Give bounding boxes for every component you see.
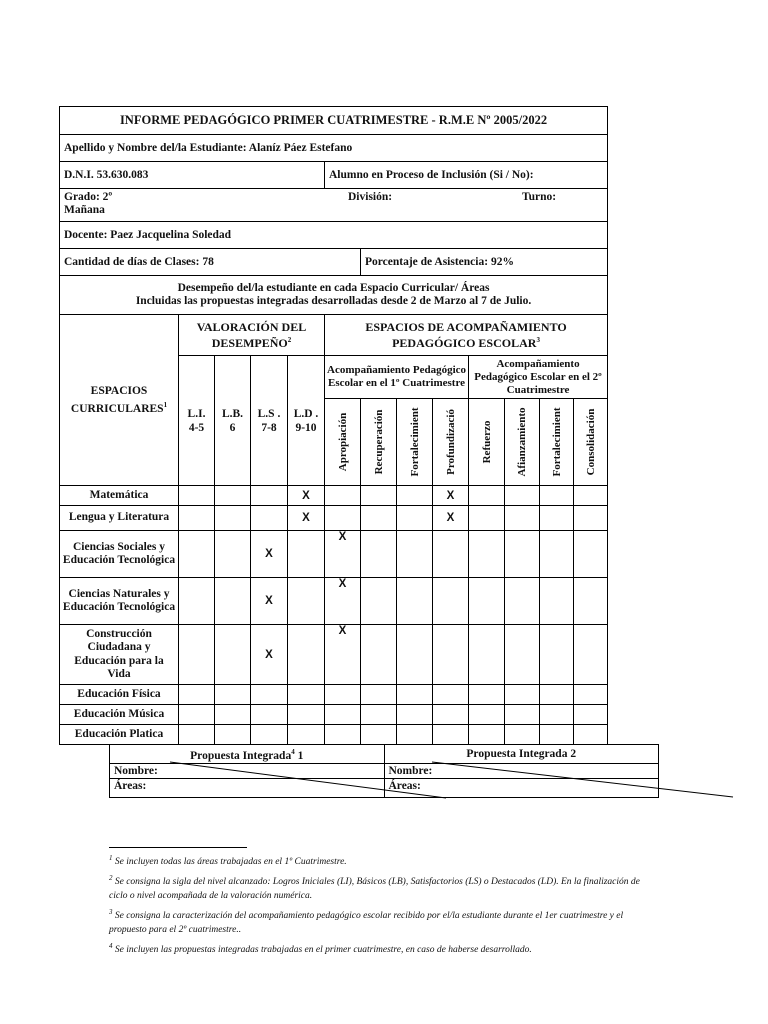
mark-cell: X <box>288 506 325 531</box>
mark-cell: X <box>433 486 469 506</box>
strike-line-1 <box>170 762 446 798</box>
level-lb: L.B. 6 <box>215 356 251 486</box>
dni: D.N.I. 53.630.083 <box>60 162 325 189</box>
mark-cell: X <box>251 625 288 685</box>
col-fortalecimiento-2: Fortalecimient <box>540 399 574 486</box>
mark-cell: X <box>251 531 288 578</box>
student-name: Apellido y Nombre del/la Estudiante: Alaníz Páez Estefano <box>60 135 608 162</box>
turno-value: Mañana <box>64 204 105 216</box>
subject-name: Educación Física <box>60 685 179 705</box>
docente: Docente: Paez Jacquelina Soledad <box>60 222 608 249</box>
mark-cell: X <box>325 625 361 685</box>
col-afianzamiento: Afianzamiento <box>505 399 540 486</box>
cuatrimestre-2-header: Acompañamiento Pedagógico Escolar en el 2º Cuatrimestre <box>469 356 608 399</box>
col-recuperacion: Recuperación <box>361 399 397 486</box>
mark-cell: X <box>288 486 325 506</box>
footnote-separator <box>109 847 247 848</box>
footnote: $^2$ Se consigna la sigla del nivel alcanzado: Logros Iniciales (LI), Básicos (LB), Satisfactorios (LS) o Destacados (LD). En la finalización de ciclo o nivel acompañada de la valoración numérica. <box>109 874 640 902</box>
valoracion-header: VALORACIÓN DEL DESEMPEÑO$^2$ <box>179 315 325 356</box>
footnote: $^1$ Se incluyen todas las áreas trabajadas en el 1º Cuatrimestre. <box>109 854 347 868</box>
mark-cell: X <box>325 578 361 625</box>
footnote: $^4$ Se incluyen las propuestas integradas trabajadas en el primer cuatrimestre, en caso de haberse desarrollado. <box>109 942 532 956</box>
report-title: INFORME PEDAGÓGICO PRIMER CUATRIMESTRE - R.M.E Nº 2005/2022 <box>60 107 608 135</box>
subject-name: Matemática <box>60 486 179 506</box>
mark-cell: X <box>433 506 469 531</box>
desempeno-line-1: Desempeño del/la estudiante en cada Espacio Curricular/ Áreas <box>177 282 490 294</box>
level-li: L.I. 4-5 <box>179 356 215 486</box>
mark-cell: X <box>325 531 361 578</box>
mark-cell: X <box>251 578 288 625</box>
turno: Turno: <box>522 191 557 203</box>
grado: Grado: 2º <box>64 191 113 203</box>
division: División: <box>348 191 393 203</box>
propuesta-1-title: Propuesta Integrada$^4$ 1 <box>110 745 385 764</box>
acompanamiento-header: ESPACIOS DE ACOMPAÑAMIENTO PEDAGÓGICO ESCOLAR$^3$ <box>325 315 608 356</box>
col-fortalecimiento-1: Fortalecimient <box>397 399 433 486</box>
propuesta-1-areas: Áreas: <box>110 778 385 797</box>
espacios-header: ESPACIOS CURRICULARES$^1$ <box>60 315 179 486</box>
footnote: $^3$ Se consigna la caracterización del acompañamiento pedagógico escolar recibido por el/la estudiante durante el 1er cuatrimestre y el propuesto para el 2º cuatrimestre.. <box>109 908 624 936</box>
dias-clases: Cantidad de días de Clases: 78 <box>60 249 361 276</box>
propuesta-2-nombre: Nombre: <box>384 763 659 778</box>
desempeno-line-2: Incluidas las propuestas integradas desarrolladas desde 2 de Marzo al 7 de Julio. <box>135 295 532 307</box>
col-refuerzo: Refuerzo <box>469 399 505 486</box>
propuesta-1-nombre: Nombre: <box>110 763 385 778</box>
propuesta-2-title: Propuesta Integrada 2 <box>384 745 659 764</box>
col-apropiacion: Apropiación <box>325 399 361 486</box>
propuesta-2-areas: Áreas: <box>384 778 659 797</box>
inclusion-status: Alumno en Proceso de Inclusión (Si / No): <box>325 162 608 189</box>
level-ld: L.D . 9-10 <box>288 356 325 486</box>
level-ls: L.S . 7-8 <box>251 356 288 486</box>
strike-line-2 <box>432 762 733 797</box>
footnotes <box>109 851 659 960</box>
subject-name: Educación Música <box>60 705 179 725</box>
subject-name: Educación Platica <box>60 725 179 745</box>
asistencia: Porcentaje de Asistencia: 92% <box>361 249 608 276</box>
col-profundizacion: Profundizació <box>433 399 469 486</box>
col-consolidacion: Consolidación <box>574 399 608 486</box>
subject-name: Lengua y Literatura <box>60 506 179 531</box>
cuatrimestre-1-header: Acompañamiento Pedagógico Escolar en el 1º Cuatrimestre <box>325 356 469 399</box>
subject-name: Construcción Ciudadana y Educación para la Vida <box>60 625 179 685</box>
subject-name: Ciencias Naturales y Educación Tecnológica <box>60 578 179 625</box>
subject-name: Ciencias Sociales y Educación Tecnológica <box>60 531 179 578</box>
